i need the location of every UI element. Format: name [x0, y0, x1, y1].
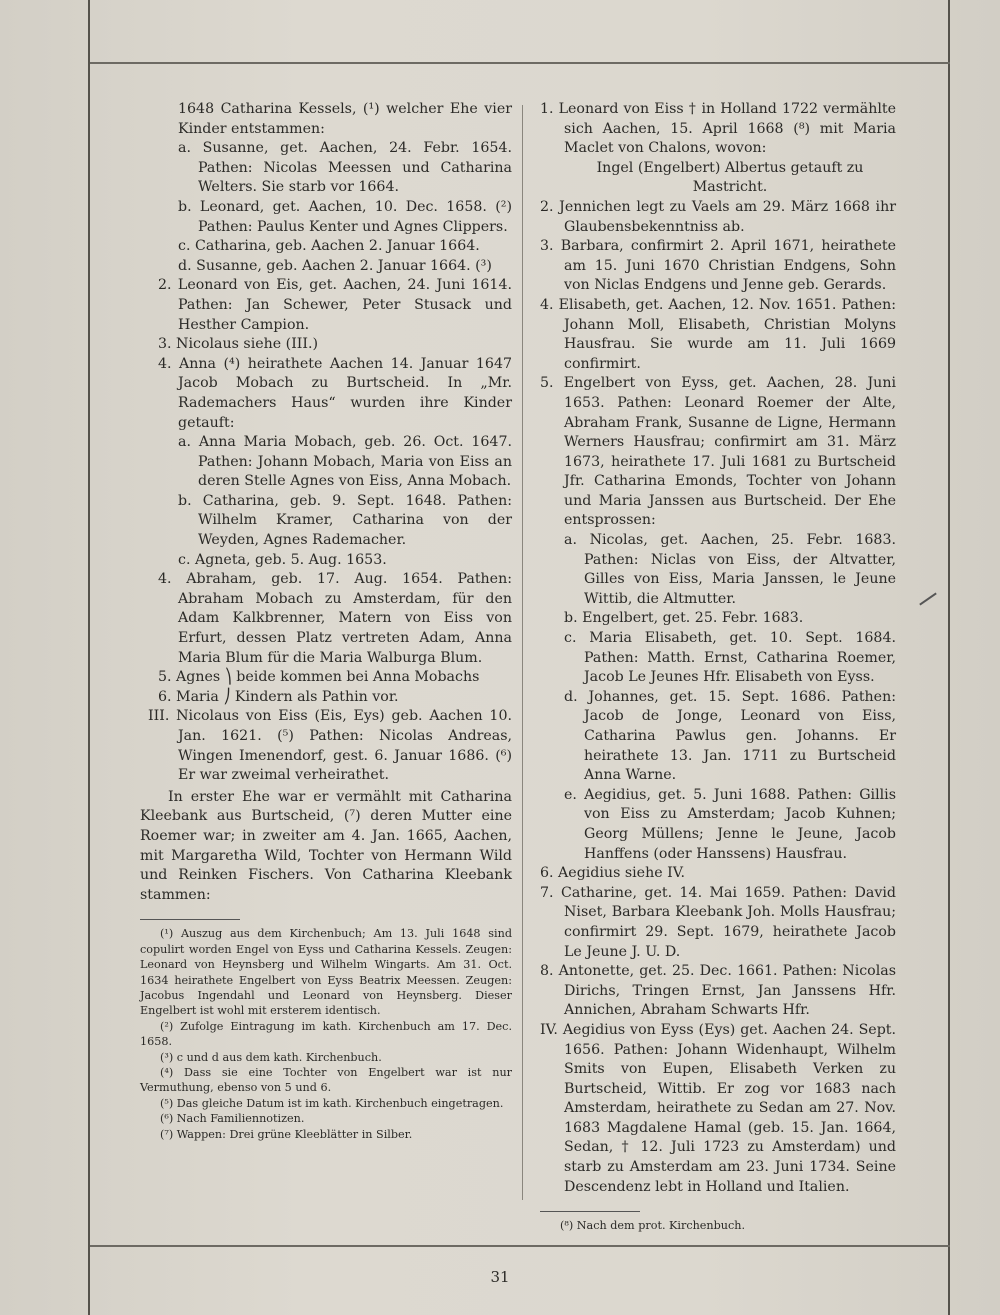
- list-item: 6. Aegidius siehe IV.: [540, 865, 685, 882]
- footnote: (⁴) Dass sie eine Tochter von Engelbert war ist nur Vermuthung, ebenso von 5 und 6.: [140, 1066, 512, 1095]
- frame-line-top: [90, 62, 950, 64]
- list-item: 2. Jennichen legt zu Vaels am 29. März 1668 ihr Glaubensbekenntniss ab.: [540, 198, 896, 235]
- footnote: (³) c und d aus dem kath. Kirchenbuch.: [160, 1050, 382, 1064]
- frame-line-left: [88, 0, 90, 1315]
- list-item: 4. Abraham, geb. 17. Aug. 1654. Pathen: Abraham Mobach zu Amsterdam, für den Adam Kalkbrenner, Matern von Eiss von Erfurt, dessen Platz vertreten Adam, Anna Maria Blum für die Maria Walburga Blum.: [158, 571, 512, 666]
- list-item: a. Anna Maria Mobach, geb. 26. Oct. 1647. Pathen: Johann Mobach, Maria von Eiss an deren Stelle Agnes von Eiss, Anna Mobach.: [178, 434, 512, 490]
- list-item: 8. Antonette, get. 25. Dec. 1661. Pathen: Nicolas Dirichs, Tringen Ernst, Jan Janssens Hfr. Annichen, Abraham Schwarts Hfr.: [540, 963, 896, 1019]
- footnote: (⁷) Wappen: Drei grüne Kleeblätter in Silber.: [160, 1127, 413, 1141]
- footnote: (⁵) Das gleiche Datum ist im kath. Kirchenbuch eingetragen.: [160, 1096, 504, 1110]
- footnote: (⁸) Nach dem prot. Kirchenbuch.: [560, 1219, 746, 1233]
- list-item: 2. Leonard von Eis, get. Aachen, 24. Juni 1614. Pathen: Jan Schewer, Peter Stusack und Hesther Campion.: [158, 277, 512, 333]
- footnote: (¹) Auszug aus dem Kirchenbuch; Am 13. Juli 1648 sind copulirt worden Engel von Eyss und Catharina Kessels. Zeugen: Leonard von Heynsberg und Wilhelm Wingarts. Am 31. Oct. 1634 heirathete Engelbert von Eyss Beatrix Meessen. Zeugen: Jacobus Ingendahl und Leonard von Heynsberg. Dieser Engelbert ist wohl mit ersterem identisch.: [140, 927, 512, 1018]
- list-item: 6. Maria ⎠ Kindern als Pathin vor.: [158, 688, 399, 705]
- page-number: 31: [490, 1268, 510, 1286]
- frame-line-right: [948, 0, 950, 1315]
- list-item: b. Engelbert, get. 25. Febr. 1683.: [564, 610, 804, 627]
- list-item: c. Agneta, geb. 5. Aug. 1653.: [178, 551, 387, 568]
- list-item: 3. Nicolaus siehe (III.): [158, 336, 319, 353]
- section-heading-iv: IV. Aegidius von Eyss (Eys) get. Aachen 24. Sept. 1656. Pathen: Johann Widenhaupt, Wilhelm Smits von Eupen, Elisabeth Verken zu Burtscheid, Wittib. Er zog vor 1683 nach Amsterdam, heirathete zu Sedan am 27. Nov. 1683 Magdalene Hamal (geb. 15. Jan. 1664, Sedan, † 12. Juli 1723 zu Amsterdam) und starb zu Amsterdam am 23. Juni 1734. Seine Descendenz lebt in Holland und Italien.: [540, 1021, 896, 1195]
- list-item: b. Leonard, get. Aachen, 10. Dec. 1658. (²) Pathen: Paulus Kenter und Agnes Clippers.: [178, 198, 512, 235]
- list-item: 4. Elisabeth, get. Aachen, 12. Nov. 1651. Pathen: Johann Moll, Elisabeth, Christian Molyns Hausfrau. Sie wurde am 11. Juli 1669 confirmirt.: [540, 296, 896, 372]
- intro-paragraph: 1648 Catharina Kessels, (¹) welcher Ehe vier Kinder entstammen:: [178, 101, 512, 137]
- list-item: a. Susanne, get. Aachen, 24. Febr. 1654. Pathen: Nicolas Meessen und Catharina Welters. Sie starb vor 1664.: [178, 140, 512, 196]
- list-item: b. Catharina, geb. 9. Sept. 1648. Pathen: Wilhelm Kramer, Catharina von der Weyden, Agnes Rademacher.: [178, 492, 512, 549]
- body-paragraph: In erster Ehe war er vermählt mit Catharina Kleebank aus Burtscheid, (⁷) deren Mutter eine Roemer war; in zweiter am 4. Jan. 1665, Aachen, mit Margaretha Wild, Tochter von Hermann Wild und Reinken Fischers. Von Catharina Kleebank stammen:: [140, 788, 512, 903]
- pen-mark: [919, 592, 937, 605]
- footnote-rule: [140, 919, 240, 920]
- list-item: 4. Anna (⁴) heirathete Aachen 14. Januar 1647 Jacob Mobach zu Burtscheid. In „Mr. Rademachers Haus“ wurden ihre Kinder getauft:: [158, 355, 512, 431]
- footnote: (²) Zufolge Eintragung im kath. Kirchenbuch am 17. Dec. 1658.: [140, 1019, 512, 1049]
- list-item: c. Maria Elisabeth, get. 10. Sept. 1684. Pathen: Matth. Ernst, Catharina Roemer, Jacob Le Jeunes Hfr. Elisabeth von Eyss.: [564, 630, 896, 686]
- list-item: d. Johannes, get. 15. Sept. 1686. Pathen: Jacob de Jonge, Leonard von Eiss, Catharina Pawlus gen. Johanns. Er heirathete 13. Jan. 1711 zu Burtscheid Anna Warne.: [564, 688, 896, 784]
- left-column: [140, 100, 512, 1142]
- right-column: [540, 100, 896, 1234]
- list-item: d. Susanne, geb. Aachen 2. Januar 1664. (³): [178, 257, 492, 274]
- list-item: 5. Engelbert von Eyss, get. Aachen, 28. Juni 1653. Pathen: Leonard Roemer der Alte, Abraham Frank, Susanne de Ligne, Hermann Werners Hausfrau; confirmirt am 31. März 1673, heirathete 17. Juli 1681 zu Burtscheid Jfr. Catharina Emonds, Tochter von Johann und Maria Janssen aus Burtscheid. Der Ehe entsprossen:: [540, 375, 896, 529]
- list-item: 1. Leonard von Eiss † in Holland 1722 vermählte sich Aachen, 15. April 1668 (⁸) mit Maria Maclet von Chalons, wovon:: [540, 101, 896, 157]
- footnote-rule: [540, 1211, 640, 1212]
- list-item: 3. Barbara, confirmirt 2. April 1671, heirathete am 15. Juni 1670 Christian Endgens, Sohn von Niclas Endgens und Jenne geb. Gerards.: [540, 238, 896, 294]
- list-item: c. Catharina, geb. Aachen 2. Januar 1664.: [178, 238, 480, 255]
- list-item: Ingel (Engelbert) Albertus getauft zu Mastricht.: [596, 159, 864, 196]
- list-item: 5. Agnes ⎞ beide kommen bei Anna Mobachs: [158, 669, 480, 686]
- footnote: (⁶) Nach Familiennotizen.: [160, 1112, 305, 1126]
- section-heading-iii: III. Nicolaus von Eiss (Eis, Eys) geb. Aachen 10. Jan. 1621. (⁵) Pathen: Nicolas Andreas, Wingen Imenendorf, gest. 6. Januar 1686. (⁶) Er war zweimal verheirathet.: [148, 708, 512, 784]
- list-item: e. Aegidius, get. 5. Juni 1688. Pathen: Gillis von Eiss zu Amsterdam; Jacob Kuhnen; Georg Müllens; Jenne le Jeune, Jacob Hanffens (oder Hanssens) Hausfrau.: [564, 786, 896, 862]
- column-divider: [522, 105, 523, 1200]
- frame-line-bottom: [90, 1245, 950, 1247]
- list-item: a. Nicolas, get. Aachen, 25. Febr. 1683. Pathen: Niclas von Eiss, der Altvatter, Gilles von Eiss, Maria Janssen, le Jeune Wittib, die Altmutter.: [564, 532, 896, 607]
- list-item: 7. Catharine, get. 14. Mai 1659. Pathen: David Niset, Barbara Kleebank Joh. Molls Hausfrau; confirmirt 29. Sept. 1679, heirathete Jacob Le Jeune J. U. D.: [540, 884, 896, 960]
